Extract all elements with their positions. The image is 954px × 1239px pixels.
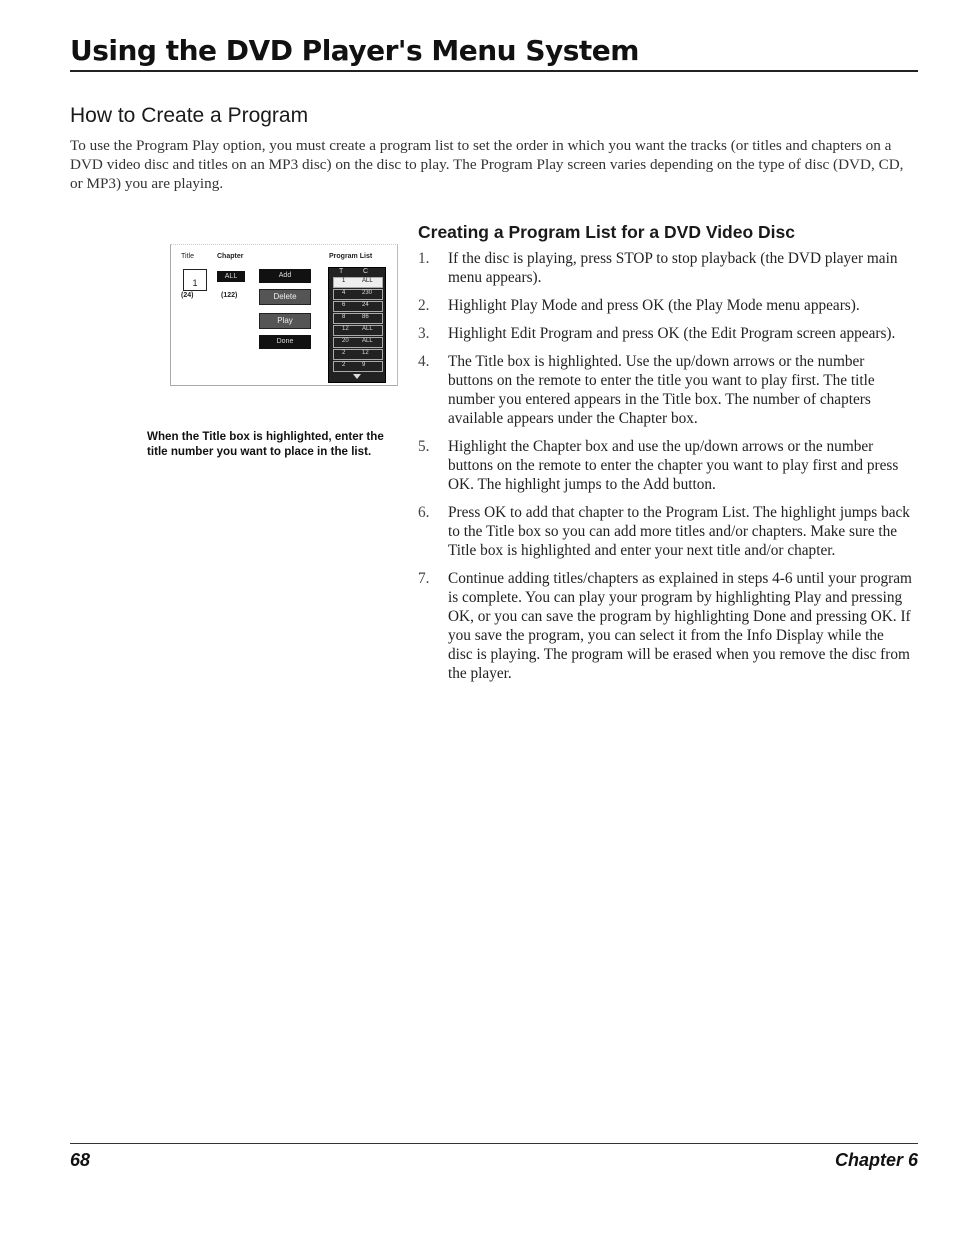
page-number: 68 [70,1150,91,1170]
add-button: Add [259,269,311,283]
section-heading: How to Create a Program [70,104,309,127]
program-list-panel [328,267,386,383]
list-col-chapter: C [363,268,369,275]
edit-program-screen-figure [170,244,398,386]
done-button: Done [259,335,311,349]
page-title: Using the DVD Player's Menu System [70,34,639,67]
list-col-title: T [339,268,344,275]
list-item: 2 9 [333,361,383,372]
program-list-label: Program List [329,253,373,260]
list-item: 12 ALL [333,325,383,336]
title-divider [70,70,918,72]
list-item: 1. If the disc is playing, press STOP to stop playback (the DVD player main menu appears). [418,250,898,286]
subsection-heading: Creating a Program List for a DVD Video Disc [418,222,795,242]
title-label: Title [181,253,194,260]
list-item: 7. Continue adding titles/chapters as explained in steps 4-6 until your program is complete. You can play your program by highlighting Play and pressing OK, or you can save the program by highlighting Done and pressing OK. If you save the program, you can select it from the Info Display while the disc is playing. The program will be erased when you remove the disc from the player. [418,570,912,682]
chapter-label: Chapter [217,253,244,260]
list-item: 4. The Title box is highlighted. Use the up/down arrows or the number buttons on the remote to enter the title you want to play first. The title number you entered appears in the Title box. The number of chapters available appears under the Chapter box. [418,353,875,427]
chapter-box: ALL [217,271,245,282]
list-item: 6 24 [333,301,383,312]
list-item: 2 12 [333,349,383,360]
list-item: 8 86 [333,313,383,324]
play-button: Play [259,313,311,329]
intro-paragraph: To use the Program Play option, you must create a program list to set the order in which you want the tracks (or titles and chapters on a DVD video disc and titles on an MP3 disc) on the disc to play. The Program Play screen varies depending on the type of disc (DVD, CD, or MP3) you are playing. [70,137,904,192]
list-item: 5. Highlight the Chapter box and use the up/down arrows or the number buttons on the remote to enter the chapter you want to play first and press OK. The highlight jumps to the Add button. [418,438,899,493]
list-item: 6. Press OK to add that chapter to the Program List. The highlight jumps back to the Title box so you can add more titles and/or chapters. Make sure the Title box is highlighted and enter your next title and/or chapter. [418,504,910,559]
title-box: 1 [183,269,207,291]
chapter-label-footer: Chapter 6 [834,1150,918,1170]
list-item: 1 ALL [333,277,383,288]
delete-button: Delete [259,289,311,305]
scroll-down-arrow-icon [353,374,361,379]
footer-divider [70,1143,918,1144]
list-item: 2. Highlight Play Mode and press OK (the Play Mode menu appears). [418,297,860,314]
list-item: 3. Highlight Edit Program and press OK (the Edit Program screen appears). [418,325,896,342]
figure-caption: When the Title box is highlighted, enter the title number you want to place in the list. [147,430,384,458]
steps-list [418,249,912,692]
title-count: (24) [181,292,194,299]
list-item: 20 ALL [333,337,383,348]
list-item: 4 230 [333,289,383,300]
chapter-count: (122) [221,292,238,299]
